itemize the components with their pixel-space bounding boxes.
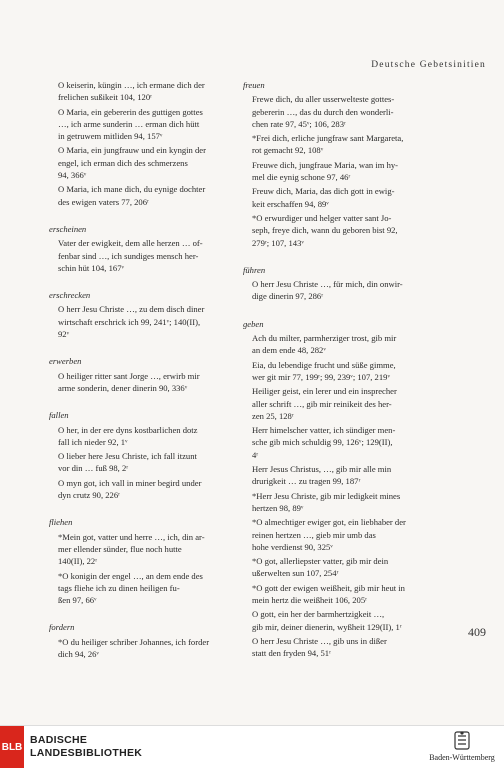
keyword-heading: führen [243, 264, 266, 275]
entry-line: O herr Jesu Christe …, zu dem disch diner [58, 304, 205, 315]
entry-line: fall ich nieder 92, 1ᵛ [58, 436, 128, 447]
keyword-heading: fordern [49, 622, 75, 633]
prayer-entry [252, 424, 458, 461]
library-name-line1: BADISCHE [30, 734, 88, 746]
entry-line: aller schrift …, gib mir reinikeit des her- [252, 398, 392, 409]
right-column [243, 79, 458, 661]
prayer-entry [252, 582, 458, 607]
entry-line: arme sonderin, dener dinerin 90, 336ᵛ [58, 382, 188, 393]
entry-line: tags fliehe ich zu dinen heiligen fu- [58, 582, 180, 593]
entry-line: vor din … fuß 98, 2ʳ [58, 463, 129, 474]
entry-line: *Frei dich, erliche jungfraw sant Margareta, [252, 133, 404, 144]
entry-line: dich 94, 26ᵛ [58, 648, 99, 659]
page-number: 409 [468, 625, 486, 639]
entry-line: *O gott der ewigen weißheit, gib mir heut in [252, 582, 405, 593]
entry-line: Freuwe dich, jungfraue Maria, wan im hy- [252, 159, 399, 170]
entry-line: reinen hertzen …, gieb mir umb das [252, 529, 376, 540]
entry-line: *O erwurdiger und helger vatter sant Jo- [252, 212, 392, 223]
entry-line: schin hüt 104, 167ᵛ [58, 262, 125, 273]
entry-line: O lieber here Jesu Christe, ich fall itzunt [58, 451, 197, 462]
prayer-entry [252, 159, 458, 184]
prayer-entry [252, 359, 458, 384]
entry-line: *O got, allerliepster vatter, gib mir dein [252, 556, 389, 567]
prayer-entry [58, 303, 258, 340]
prayer-entry [58, 424, 258, 449]
prayer-entry [58, 636, 258, 661]
entry-line: gebererin …, das du durch den wonderli- [252, 106, 394, 117]
footer-bar [0, 725, 504, 768]
prayer-entry [252, 385, 458, 422]
entry-line: mein hertz die weißheit 106, 205ʳ [252, 594, 367, 605]
entry-line: *Herr Jesu Christe, gib mir ledigkeit mines [252, 490, 401, 501]
entry-line: 94, 366ᵛ [58, 170, 87, 181]
entry-line: O gott, ein her der barmhertzigkeit …, [252, 609, 385, 620]
prayer-entry [58, 106, 258, 143]
entry-line: *O konigin der engel …, an dem ende des [58, 570, 203, 581]
entry-line: Herr himelscher vatter, ich sündiger men- [252, 425, 396, 436]
entry-line: in getruwem mitliden 94, 157ᵛ [58, 131, 163, 142]
entry-line: …, ich arme sunderin … erman dich hütt [58, 118, 200, 129]
entry-line: Eia, du lebendige frucht und süße gimme, [252, 359, 396, 370]
entry-line: wer git mir 77, 199ʳ; 99, 239ᵛ; 107, 219ᵛ [252, 371, 390, 382]
entry-line: 140(II), 22ʳ [58, 556, 98, 567]
keyword-heading: freuen [243, 80, 265, 90]
section-gap [252, 251, 458, 264]
entry-line: frelichen sußikeit 104, 120ʳ [58, 92, 152, 103]
prayer-entry [58, 531, 258, 568]
running-head: Deutsche Gebetsinitien [371, 60, 486, 70]
keyword-heading: erscheinen [49, 223, 87, 234]
prayer-entry [58, 477, 258, 502]
section-gap [58, 608, 258, 621]
entry-line: chen rate 97, 45ᵛ; 106, 283ʳ [252, 118, 346, 129]
prayer-entry [58, 144, 258, 181]
prayer-entry [58, 183, 258, 208]
prayer-entry [252, 608, 458, 633]
entry-line: 92ᵛ [58, 329, 70, 340]
entry-line: des ewigen vaters 77, 206ʳ [58, 196, 149, 207]
prayer-entry [252, 332, 458, 357]
entry-line: O herr Jesu Christe …, für mich, din onwir- [252, 279, 403, 290]
entry-line: gib mir, deiner dienerin, wyßheit 129(II), 1ʳ [252, 621, 402, 632]
entry-line: hohe verdienst 90, 325ᵛ [252, 541, 333, 552]
entry-line: O her, in der ere dyns kostbarlichen dotz [58, 424, 198, 435]
entry-line: statt den fryden 94, 51ʳ [252, 648, 331, 659]
prayer-entry [252, 278, 458, 303]
prayer-entry [252, 490, 458, 515]
entry-line: Ach du milter, parmherziger trost, gib mir [252, 333, 397, 344]
entry-line: *O almechtiger ewiger got, ein liebhaber der [252, 517, 406, 528]
blb-logo[interactable]: BLB [0, 726, 24, 768]
library-name[interactable] [30, 734, 142, 760]
entry-line: keit erschaffen 94, 89ᵛ [252, 198, 329, 209]
entry-line: zen 25, 128ʳ [252, 410, 294, 421]
section-gap [252, 305, 458, 318]
prayer-entry [58, 370, 258, 395]
entry-line: 4ʳ [252, 449, 259, 460]
keyword-heading: fliehen [49, 517, 73, 528]
section-gap [58, 396, 258, 409]
entry-line: O Maria, ein jungfrauw und ein kyngin der [58, 145, 206, 156]
entry-line: sche gib mich schuldig 99, 126ᵛ; 129(II), [252, 437, 393, 448]
entry-line: ßen 97, 66ᵛ [58, 595, 97, 606]
prayer-entry [252, 555, 458, 580]
coat-of-arms-icon [451, 730, 473, 752]
entry-line: *O du heiliger schriber Johannes, ich forder [58, 636, 210, 647]
entry-line: Heiliger geist, ein lerer und ein insprecher [252, 386, 397, 397]
entry-line: mel die eynig schone 97, 46ʳ [252, 172, 351, 183]
prayer-entry [58, 79, 258, 104]
entry-line: hertzen 98, 89ᵛ [252, 502, 304, 513]
baden-wuerttemberg-logo[interactable] [426, 730, 498, 766]
entry-line: O keiserin, küngin …, ich ermane dich der [58, 80, 205, 90]
entry-line: drurigkeit … zu tragen 99, 187ʳ [252, 476, 361, 487]
keyword-heading: fallen [49, 410, 69, 421]
prayer-entry [252, 463, 458, 488]
entry-line: wirtschaft erschrick ich 99, 241ᵛ; 140(II), [58, 316, 201, 327]
prayer-entry [252, 516, 458, 553]
entry-line: dyn crutz 90, 226ʳ [58, 490, 121, 501]
prayer-entry [58, 450, 258, 475]
prayer-entry [58, 570, 258, 607]
prayer-entry [252, 185, 458, 210]
entry-line: an dem ende 48, 282ᵛ [252, 345, 326, 356]
entry-line: O myn got, ich vall in miner begird under [58, 477, 202, 488]
entry-line: ußerwelten sun 107, 254ʳ [252, 568, 339, 579]
entry-line: O herr Jesu Christe …, gib uns in dißer [252, 635, 387, 646]
entry-line: mer ellender sünder, flue noch hutte [58, 543, 182, 554]
prayer-entry [252, 635, 458, 660]
entry-line: *Mein got, vatter und herre …, ich, din ar- [58, 531, 205, 542]
entry-line: Herr Jesus Christus, …, gib mir alle min [252, 464, 392, 475]
entry-line: O Maria, ich mane dich, du eynige dochter [58, 184, 206, 195]
keyword-heading: geben [243, 318, 264, 329]
prayer-entry [252, 212, 458, 249]
prayer-entry [252, 132, 458, 157]
section-gap [58, 342, 258, 355]
state-label: Baden-Württemberg [429, 753, 495, 762]
prayer-entry [58, 237, 258, 274]
library-name-line2: LANDESBIBLIOTHEK [30, 747, 143, 759]
entry-line: 279ʳ; 107, 143ᵛ [252, 237, 304, 248]
entry-line: engel, ich erman dich des schmerzens [58, 157, 188, 168]
entry-line: dige dinerin 97, 286ʳ [252, 291, 324, 302]
entry-line: fenbar sind …, ich sundiges mensch her- [58, 250, 199, 261]
section-gap [58, 503, 258, 516]
entry-line: Vater der ewigkeit, dem alle herzen … of- [58, 238, 203, 249]
left-column [49, 79, 258, 662]
entry-line: seph, freye dich, wann du geboren bist 92, [252, 225, 398, 236]
prayer-entry [252, 93, 458, 130]
section-gap [58, 276, 258, 289]
keyword-heading: erwerben [49, 356, 82, 367]
keyword-heading: erschrecken [49, 290, 91, 301]
entry-line: rot gemacht 92, 108ᵛ [252, 145, 324, 156]
entry-line: O heiliger ritter sant Jorge …, erwirb mir [58, 370, 200, 381]
section-gap [58, 210, 258, 223]
entry-line: Freuw dich, Maria, das dich gott in ewig- [252, 186, 395, 197]
entry-line: O Maria, ein gebererin des guttigen gottes [58, 106, 203, 117]
entry-line: Frewe dich, du aller usserwelteste gottes- [252, 94, 395, 105]
